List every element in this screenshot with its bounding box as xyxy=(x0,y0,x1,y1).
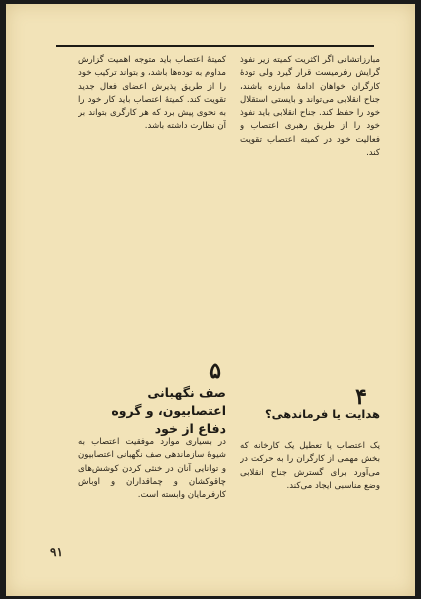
section-4-title: هدایت یا فرماندهی؟ xyxy=(264,407,380,421)
magazine-page xyxy=(6,4,415,596)
paragraph: یک اعتصاب یا تعطیل یک کارخانه که بخش مهمی از کارگران را به حرکت در می‌آورد برای گسترش جناح انقلابی وضع مناسبی ایجاد می‌کند. xyxy=(240,441,380,491)
column-right-bottom xyxy=(240,440,380,550)
paragraph: کمیتهٔ اعتصاب باید متوجه اهمیت گزارش مداوم به توده‌ها باشد، و بتواند ترکیب خود را از طریق پذیرش اعضای فعال جدید تقویت کند. کمیتهٔ اعتصاب باید کار خود را به نحوی پیش برد که هر کارگری بتواند بر آن نظارت داشته باشد. xyxy=(78,55,226,132)
paragraph: مبارزاتشانی اگر اکثریت کمیته زیر نفوذ گرایش رفرمیست قرار گیرد ولی تودهٔ کارگران خواهان ادامهٔ مبارزه باشند، جناح انقلابی می‌تواند و بایستی استقلال خود را حفظ کند. جناح انقلابی باید نفوذ خود را از طریق رهبری اعتصاب و فعالیت خود در کمیته اعتصاب تقویت کند. xyxy=(240,55,380,159)
section-4-number: ۴ xyxy=(355,384,367,410)
section-5-number: ۵ xyxy=(209,358,221,384)
paragraph: در بسیاری موارد موفقیت اعتصاب به شیوهٔ سازماندهی صف نگهبانی اعتصابیون و توانایی آنان در خنثی کردن کوشش‌های چاقوکشان و چماقداران و اوباش کارفرمایان وابسته است. xyxy=(78,437,226,501)
column-right-top xyxy=(240,54,380,384)
page-number: ۹۱ xyxy=(50,545,63,559)
section-5-title: صف نگهبانی اعتصابیون، و گروه دفاع از خود xyxy=(111,385,226,436)
top-rule xyxy=(56,45,374,47)
column-left-top xyxy=(78,54,226,384)
column-left-bottom xyxy=(78,436,226,551)
